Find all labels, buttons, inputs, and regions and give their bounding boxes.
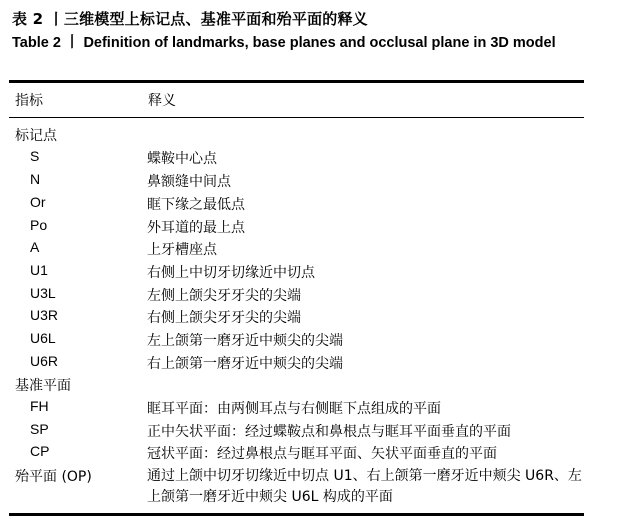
definition-cell: 眶耳平面：由两侧耳点与右侧眶下点组成的平面 [147,401,441,417]
definition-cell: 鼻额缝中间点 [147,174,231,190]
section-label: 标记点 [15,128,57,144]
table-row [0,217,629,239]
term-cell: U1 [30,262,48,278]
term-cell: FH [30,398,49,414]
table-row [0,171,629,193]
definition-cell: 左侧上颌尖牙牙尖的尖端 [147,288,301,304]
term-cell: N [30,171,41,187]
table-title-english: Table 2 丨 Definition of landmarks, base planes and occlusal plane in 3D model [12,35,556,51]
term-cell: Or [30,194,46,210]
definition-cell: 外耳道的最上点 [147,220,245,236]
table-row [0,194,629,216]
definition-cell: 通过上颌中切牙切缘近中切点 U1、右上颌第一磨牙近中颊尖 U6R、左上颌第一磨牙近中颊尖 U6L 构成的平面 [147,468,582,505]
section-label: 基准平面 [15,378,71,394]
definition-cell: 冠状平面：经过鼻根点与眶耳平面、矢状平面垂直的平面 [147,446,497,462]
section-row-base-planes [0,375,629,397]
table-row [0,262,629,284]
definition-cell: 上牙槽座点 [147,242,217,258]
term-cell: U6L [30,330,56,346]
definition-cell: 左上颌第一磨牙近中颊尖的尖端 [147,333,343,349]
definition-cell: 右上颌第一磨牙近中颊尖的尖端 [147,356,343,372]
definition-cell: 蝶鞍中心点 [147,151,217,167]
term-cell: SP [30,421,49,437]
definition-cell: 右侧上颌尖牙牙尖的尖端 [147,310,301,326]
column-header-definition: 释义 [148,93,176,109]
table-row [0,353,629,375]
term-cell: U3R [30,307,59,323]
term-cell: U6R [30,353,59,369]
term-cell: CP [30,443,50,459]
table-row [0,148,629,170]
table-row [0,398,629,420]
term-cell: A [30,239,40,255]
table-row [0,307,629,329]
term-cell: S [30,148,40,164]
table-top-rule [9,80,584,83]
table-row [0,285,629,307]
table-row [0,239,629,261]
term-cell: Po [30,217,48,233]
definition-cell: 眶下缘之最低点 [147,197,245,213]
table-title-chinese: 表 2 丨三维模型上标记点、基准平面和殆平面的释义 [12,10,368,28]
definition-cell: 正中矢状平面：经过蝶鞍点和鼻根点与眶耳平面垂直的平面 [147,424,511,440]
table-row [0,421,629,443]
section-row-landmarks [0,125,629,147]
table-row [0,330,629,352]
term-cell: 殆平面 (OP) [15,469,92,485]
term-cell: U3L [30,285,56,301]
table-row [0,443,629,465]
header-divider-rule [9,117,584,118]
column-header-indicator: 指标 [15,93,43,109]
definition-cell: 右侧上中切牙切缘近中切点 [147,265,315,281]
table-bottom-rule [9,513,584,516]
table-row-occlusal-plane [0,466,629,510]
